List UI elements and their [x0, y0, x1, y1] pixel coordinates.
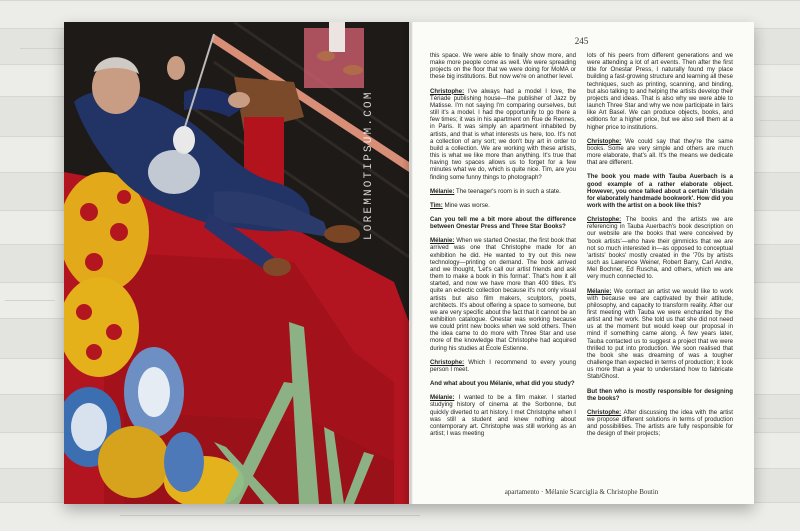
interview-answer	[430, 237, 576, 352]
interview-answer	[587, 288, 733, 381]
speaker-name: Tim:	[430, 201, 443, 209]
answer-text: After discussing the idea with the artist we propose different solutions in terms of production and possibilities. The artists are fully responsible for the design of their projects;	[587, 408, 733, 438]
page-number: 245	[574, 36, 589, 46]
watermark-text: LOREMNOTIPSUM.COM	[363, 90, 375, 240]
answer-text: The teenager's room is in such a state.	[454, 187, 561, 195]
answer-text: The books and the artists we are referencing in Tauba Auerbach's book description on our website are the books that were conceived by 'book artists'—who have their gimmicks that we are not so much interested in—as opposed to conceptual 'artists' books' mostly created in the '70s by artists such as Lawrence Weiner, Robert Barry, Carl Andre, Mel Bochner, Ed Ruscha, and others, which we are very much connected to.	[587, 216, 733, 281]
interview-answer	[587, 138, 733, 167]
answer-text: Which I recommend to every young person I meet.	[430, 358, 576, 373]
page-footer: apartamento · Mélanie Scarciglia & Christophe Boutin	[504, 488, 659, 496]
text-column-left	[430, 52, 576, 444]
answer-text: I wanted to be a film maker. I started studying history of cinema at the Sorbonne, but quickly diverted to art history. I met Christophe when I was still a student and knew nothing about contemporary art. Christophe was still working as an artist; I was meeting	[430, 394, 576, 438]
interview-photo	[64, 22, 409, 504]
interview-question: But then who is mostly responsible for designing the books?	[587, 387, 733, 402]
magazine-spread	[64, 22, 754, 504]
interview-answer	[587, 409, 733, 438]
answer-text: I've always had a model I love, the Tériade publishing house—the publisher of Jazz by Matisse. I'm not saying I'm comparing ourselves, but still it's a model. I had the opportunity to go there a few times; it was in his apartment on Rue de Rennes, in Paris. It was simply an apartment inhabited by artists, and that is what interests us here, too. It's not a collection of any sort; we don't buy art in order to build a collection. We are working with these artists, this is what we like more than anything. It's true that having two spaces allows us to forget for a few minutes what we do, which is quite nice. Tim, are you finding some funny things to photograph?	[430, 87, 576, 181]
answer-text: When we started Onestar, the first book that arrived was one that Christophe made for an exhibition he did. He wanted to try out this new technology—printing on demand. The book arrived and we thought, 'Let's call our artist friends and ask them to make a book in this format'. That's how it all started, and now we have more than 400 titles. It's quite an eclectic collection because it's not only visual artists but also film makers, sculptors, poets, architects. It's about offering a space to someone, but we are very specific about the fact that it cannot be an exhibition catalogue. Onestar was working because we could print new books when we sold others. Then the idea came to do more with Three Star and use more of the knowledge that Christophe had acquired during his studies at École Estienne.	[430, 237, 576, 352]
body-paragraph: lots of his peers from different generations and we were attending a lot of art events. Then after the first title for Onestar Press, I naturally found my place building a fast-growing structure and learning all these techniques, such as printing, scanning, and binding, but also talking to and helping the artists develop their projects and ideas. That is also why we were able to launch Three Star and why we now participate in fairs like Art Basel. We can produce objects, books, and editions for a higher price, but we also sell them at a higher price to institutions.	[587, 52, 733, 131]
text-page	[409, 22, 754, 504]
answer-text: We could say that they're the same books. Some are very simple and others are much more elaborate, that's all. It's the means we dedicate that are different.	[587, 137, 733, 167]
text-column-right	[587, 52, 733, 445]
body-paragraph: this space. We were able to finally show more, and make more people come as well. We were spreading projects on the floor that we were doing for MoMA or these big institutions. But now we're on another level.	[430, 52, 576, 81]
speaker-name: Mélanie:	[587, 287, 612, 295]
interview-question: And what about you Mélanie, what did you study?	[430, 380, 575, 388]
interview-answer	[430, 394, 576, 437]
interview-answer	[430, 202, 576, 209]
speaker-name: Mélanie:	[430, 187, 455, 195]
speaker-name: Christophe:	[587, 408, 622, 416]
photo-page	[64, 22, 409, 504]
speaker-name: Christophe:	[587, 216, 622, 224]
interview-answer	[430, 359, 576, 373]
interview-question: The book you made with Tauba Auerbach is a good example of a rather elaborate object. However, you once talked about a certain 'disdain for elaborately handmade bookwork'. How did you work with the artist on a book like this?	[587, 173, 733, 209]
answer-text: We contact an artist we would like to work with because we are captivated by their attitude, philosophy, and capacity to transform reality. After our first meeting with Tauba we were enchanted by the artist and her work. She told us that she did not need us at the moment but would keep our proposal in mind if something came along. A few years later, Tauba contacted us to suggest a project that we were thrilled to put into production. We soon realised that the book she was dreaming of was a tougher challenge than expected in terms of production; it took us more than a year to understand how to fabricate Stab/Ghost.	[587, 287, 734, 381]
answer-text: Mine was worse.	[442, 201, 490, 209]
interview-answer	[430, 88, 576, 181]
speaker-name: Christophe:	[587, 137, 622, 145]
interview-answer	[587, 216, 733, 280]
speaker-name: Mélanie:	[430, 394, 455, 402]
interview-question: Can you tell me a bit more about the difference between Onestar Press and Three Star Books?	[430, 215, 576, 231]
speaker-name: Mélanie:	[430, 237, 455, 245]
speaker-name: Christophe:	[430, 87, 465, 95]
speaker-name: Christophe:	[430, 358, 465, 366]
interview-answer	[430, 188, 576, 195]
